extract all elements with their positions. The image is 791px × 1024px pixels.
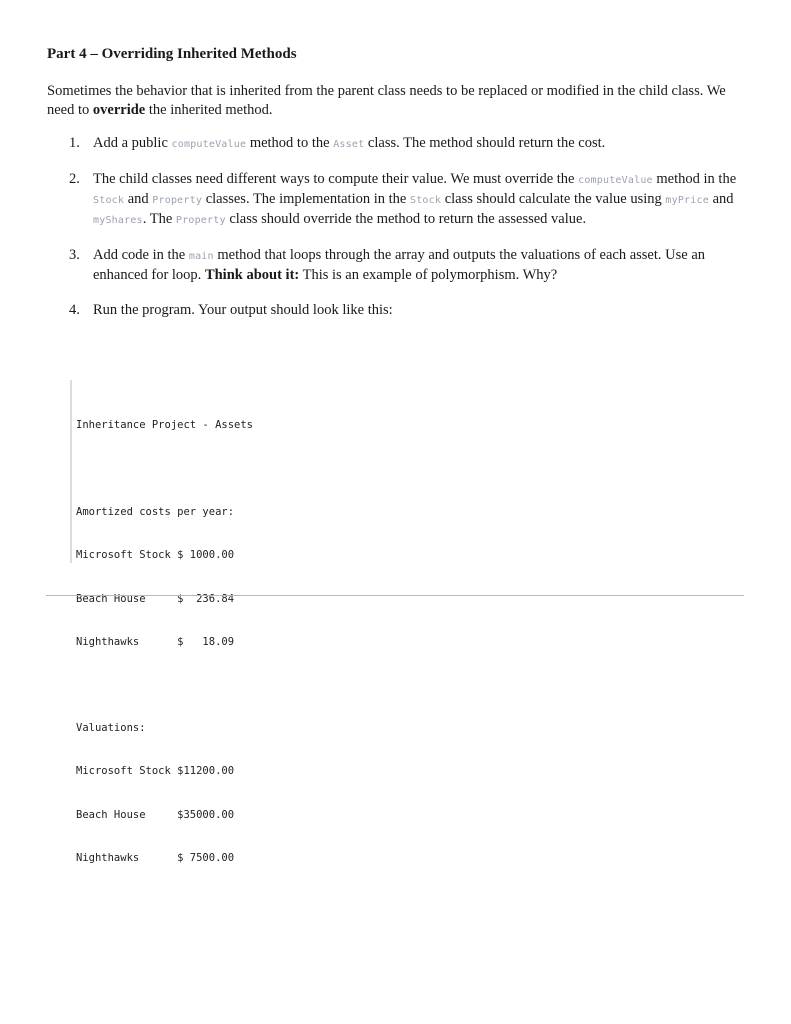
list-item-number: 1. [69, 135, 80, 151]
intro-text-after: the inherited method. [145, 102, 273, 118]
code-identifier: myShares [93, 215, 143, 226]
list-item-number: 2. [69, 171, 80, 187]
step-text: Add a public [93, 135, 172, 151]
list-item [47, 170, 747, 230]
code-identifier: Stock [409, 195, 442, 206]
horizontal-divider [46, 595, 744, 596]
list-item-number: 3. [69, 247, 80, 263]
console-row: Nighthawks $ 7500.00 [76, 852, 235, 864]
step-text: method to the [246, 135, 334, 151]
instruction-list [47, 134, 747, 336]
step-text: The child classes need different ways to compute their value. We must override the [93, 171, 579, 187]
code-identifier: main [188, 251, 214, 262]
console-title: Inheritance Project - Assets [76, 419, 254, 431]
console-output-sample [70, 380, 296, 864]
intro-text-before: Sometimes the behavior that is inherited from the parent class needs to be replaced or modified in the child class. We need to [47, 83, 726, 118]
console-row: Microsoft Stock $11200.00 [76, 765, 235, 777]
code-identifier: Stock [93, 195, 125, 206]
code-identifier: computeValue [171, 139, 247, 150]
step-text: class. The method should return the cost. [364, 135, 606, 151]
step-text: Add code in the [93, 247, 189, 263]
valuations-header: Valuations: [76, 721, 146, 734]
amortized-header: Amortized costs per year: [76, 505, 235, 518]
list-item [47, 134, 747, 154]
console-row: Beach House $ 236.84 [76, 592, 235, 605]
section-heading: Part 4 – Overriding Inherited Methods [47, 46, 297, 62]
code-identifier: Property [175, 215, 226, 226]
list-item [47, 301, 747, 320]
step-text: . The [142, 211, 176, 227]
think-about-it-label: Think about it: [204, 267, 300, 283]
step-text: method that loops through the array and outputs the valuations of each asset. Use an enhanced for loop. [93, 247, 705, 283]
step-text: class should calculate the value using [441, 191, 666, 207]
code-identifier: Asset [333, 139, 365, 150]
list-item-number: 4. [69, 302, 80, 318]
console-row: Beach House $35000.00 [76, 808, 235, 821]
step-text: Run the program. Your output should look like this: [93, 302, 393, 318]
intro-paragraph [47, 82, 727, 120]
intro-bold-term: override [92, 102, 146, 118]
step-text: method in the [652, 171, 737, 187]
console-row: Microsoft Stock $ 1000.00 [76, 549, 235, 561]
code-identifier: myPrice [665, 195, 709, 206]
code-identifier: computeValue [578, 175, 653, 186]
step-text: This is an example of polymorphism. Why? [299, 267, 558, 283]
step-text: class should override the method to return the assessed value. [225, 211, 587, 227]
code-identifier: Property [152, 195, 203, 206]
step-text: and [708, 191, 734, 207]
console-row: Nighthawks $ 18.09 [76, 636, 235, 648]
list-item [47, 246, 747, 285]
step-text: and [124, 191, 153, 207]
step-text: classes. The implementation in the [202, 191, 410, 207]
